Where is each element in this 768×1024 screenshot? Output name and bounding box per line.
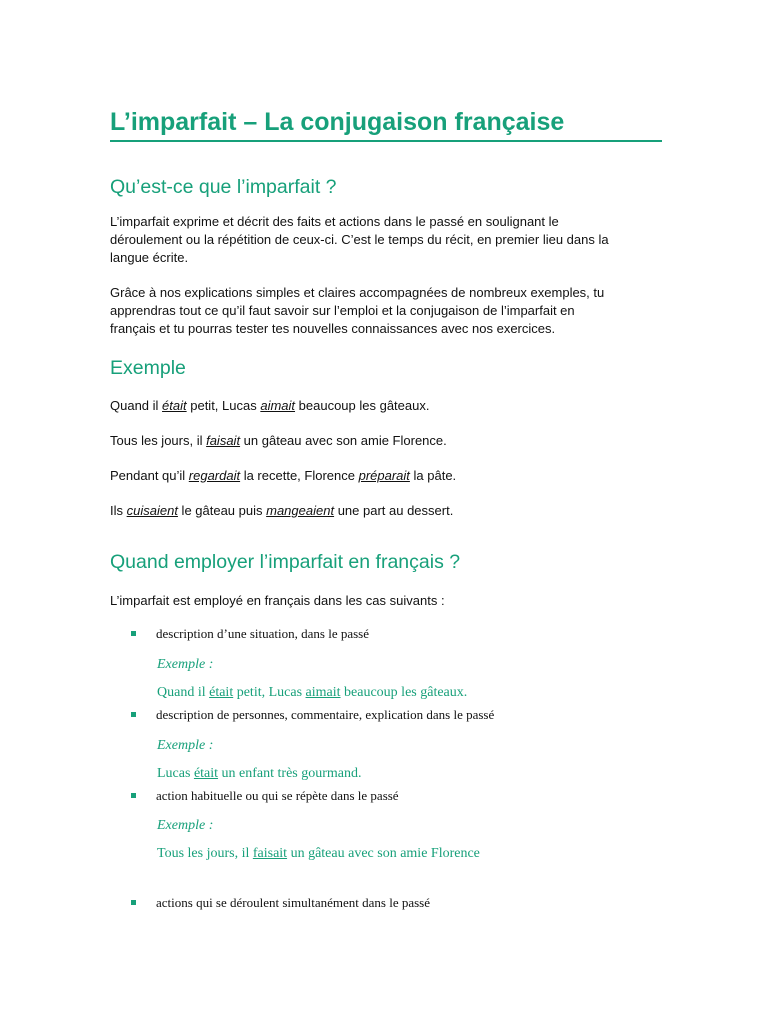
page-title: L’imparfait – La conjugaison française (110, 104, 662, 142)
para-line: déroulement ou la répétition de ceux-ci. C’est le temps du récit, en premier lieu dans la (110, 232, 609, 247)
verb-imparfait: était (193, 766, 219, 781)
example-label: Exemple : (157, 818, 214, 833)
sentence-text: une part au dessert. (334, 503, 454, 518)
verb-imparfait: était (162, 398, 187, 413)
usage-item: description de personnes, commentaire, explication dans le passé (156, 707, 495, 722)
example-sentence (110, 397, 429, 415)
verb-imparfait: faisait (206, 433, 241, 448)
example-sentence (110, 502, 453, 520)
sentence-text: beaucoup les gâteaux. (340, 685, 468, 700)
sentence-text: Tous les jours, il (110, 433, 207, 448)
sentence-text: Ils (110, 503, 127, 518)
sentence-text: un enfant très gourmand. (218, 766, 362, 781)
sentence-text: le gâteau puis (177, 503, 267, 518)
bullet-icon (131, 631, 136, 636)
sentence-text: un gâteau avec son amie Florence. (240, 433, 447, 448)
verb-imparfait: était (209, 685, 234, 700)
para-line: Grâce à nos explications simples et claires accompagnées de nombreux exemples, tu (110, 285, 605, 300)
usage-example (157, 765, 362, 783)
verb-imparfait: faisait (252, 846, 288, 861)
paragraph-intro (110, 284, 670, 338)
sentence-text: Tous les jours, il (157, 846, 253, 861)
example-label: Exemple : (157, 657, 214, 672)
sentence-text: Pendant qu’il (110, 468, 189, 483)
usage-example (157, 684, 467, 702)
usage-item: actions qui se déroulent simultanément dans le passé (156, 895, 431, 910)
bullet-icon (131, 793, 136, 798)
section-heading-example: Exemple (110, 357, 186, 379)
bullet-icon (131, 900, 136, 905)
verb-imparfait: préparait (358, 468, 410, 483)
verb-imparfait: cuisaient (126, 503, 178, 518)
sentence-text: un gâteau avec son amie Florence (287, 846, 480, 861)
section-heading-usage: Quand employer l’imparfait en français ? (110, 551, 461, 573)
paragraph-definition (110, 213, 670, 267)
sentence-text: la recette, Florence (240, 468, 359, 483)
usage-example (157, 845, 480, 863)
usage-intro: L’imparfait est employé en français dans les cas suivants : (110, 593, 445, 608)
sentence-text: la pâte. (409, 468, 457, 483)
bullet-icon (131, 712, 136, 717)
sentence-text: petit, Lucas (186, 398, 261, 413)
para-line: français et tu pourras tester tes nouvelles connaissances avec nos exercices. (110, 321, 556, 336)
verb-imparfait: aimait (305, 685, 341, 700)
sentence-text: Quand il (157, 685, 210, 700)
sentence-text: Quand il (110, 398, 163, 413)
usage-item: description d’une situation, dans le passé (156, 626, 370, 641)
sentence-text: beaucoup les gâteaux. (295, 398, 430, 413)
usage-item: action habituelle ou qui se répète dans le passé (156, 788, 399, 803)
verb-imparfait: aimait (260, 398, 296, 413)
example-sentence (110, 432, 447, 450)
example-label: Exemple : (157, 738, 214, 753)
para-line: L’imparfait exprime et décrit des faits et actions dans le passé en soulignant le (110, 214, 559, 229)
verb-imparfait: mangeaient (266, 503, 335, 518)
sentence-text: petit, Lucas (233, 685, 306, 700)
example-sentence (110, 467, 456, 485)
verb-imparfait: regardait (188, 468, 241, 483)
sentence-text: Lucas (157, 766, 194, 781)
para-line: langue écrite. (110, 250, 189, 265)
section-heading-definition: Qu’est-ce que l’imparfait ? (110, 176, 337, 198)
para-line: apprendras tout ce qu’il faut savoir sur l’emploi et la conjugaison de l’imparfait en (110, 303, 575, 318)
